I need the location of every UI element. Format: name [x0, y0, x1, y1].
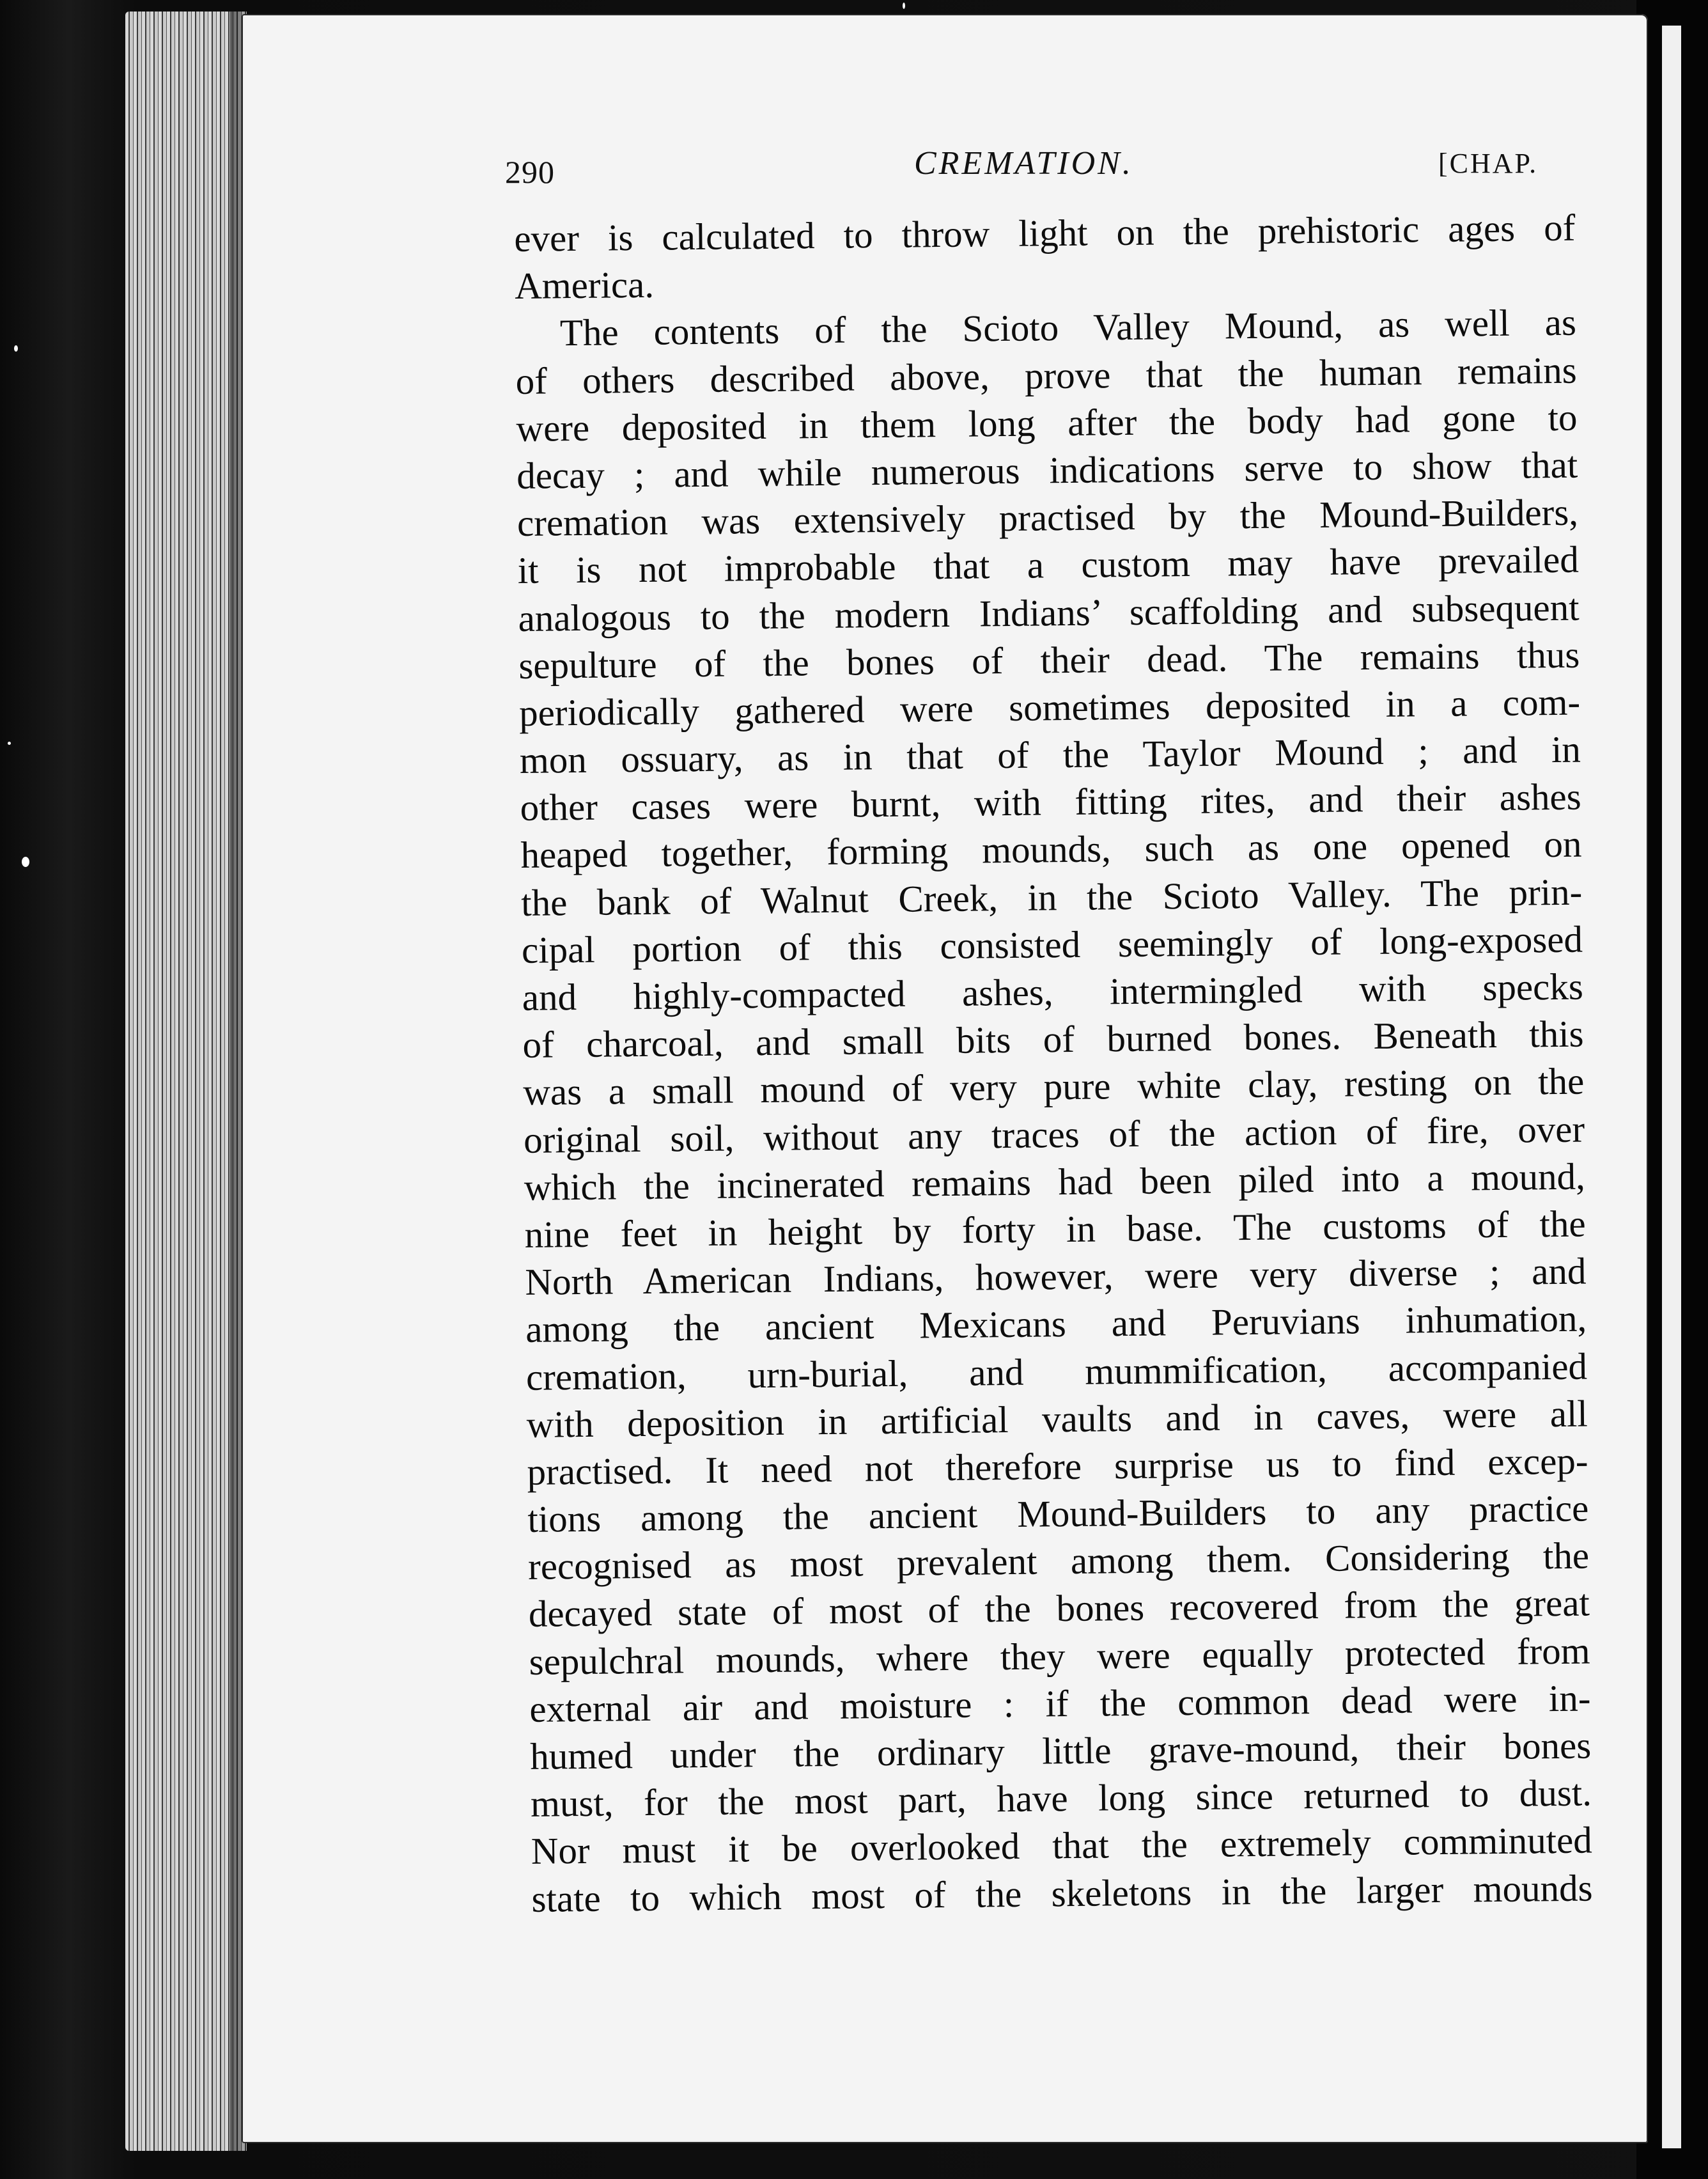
- running-head: [505, 144, 1541, 189]
- scan-speck: [903, 3, 905, 9]
- text-line: mon ossuary, as in that of the Taylor Mound ; and in: [519, 728, 1581, 782]
- text-line: recognised as most prevalent among them. Considering the: [527, 1534, 1590, 1588]
- text-line: sepulchral mounds, where they were equally protected from: [529, 1629, 1590, 1683]
- text-line: decay ; and while numerous indications serve to show that: [516, 443, 1578, 497]
- chapter-title: CREMATION.: [914, 145, 1133, 182]
- text-line: which the incinerated remains had been piled into a mound,: [524, 1155, 1586, 1208]
- text-line: North American Indians, however, were very diverse ; and: [525, 1249, 1587, 1304]
- text-line: of charcoal, and small bits of burned bones. Beneath this: [522, 1012, 1584, 1066]
- text-line: America.: [514, 263, 655, 308]
- text-line: and highly-compacted ashes, intermingled with specks: [522, 965, 1584, 1019]
- scan-speck: [22, 857, 29, 867]
- text-line: ever is calculated to throw light on the prehistoric ages of: [514, 206, 1576, 260]
- text-line: with deposition in artificial vaults and in caves, were all: [526, 1392, 1588, 1446]
- text-line: original soil, without any traces of the action of fire, over: [523, 1107, 1585, 1161]
- book-page-edges: [125, 12, 247, 2151]
- page-number: 290: [505, 154, 555, 190]
- text-line: other cases were burnt, with fitting rites, and their ashes: [520, 775, 1581, 829]
- text-line: external air and moisture : if the common dead were in-: [529, 1676, 1591, 1730]
- text-line: the bank of Walnut Creek, in the Scioto Valley. The prin-: [520, 870, 1583, 924]
- next-page-edge: [1662, 26, 1681, 2148]
- text-line: cremation was extensively practised by the Mound-Builders,: [516, 490, 1579, 545]
- scan-speck: [14, 345, 18, 352]
- chapter-label: [CHAP.: [1438, 148, 1539, 179]
- text-line: were deposited in them long after the body had gone to: [516, 396, 1578, 449]
- text-line: was a small mound of very pure white clay, resting on the: [523, 1059, 1585, 1114]
- text-line: periodically gathered were sometimes deposited in a com-: [518, 680, 1581, 734]
- text-line: among the ancient Mexicans and Peruvians inhumation,: [525, 1297, 1587, 1351]
- text-line: analogous to the modern Indians’ scaffolding and subsequent: [518, 586, 1580, 639]
- text-line: practised. It need not therefore surprise us to find excep-: [527, 1439, 1588, 1493]
- text-line: of others described above, prove that the human remains: [515, 348, 1577, 402]
- text-line: tions among the ancient Mound-Builders to any practice: [527, 1487, 1589, 1540]
- text-line: cremation, urn-burial, and mummification, accompanied: [525, 1345, 1588, 1398]
- text-line: decayed state of most of the bones recovered from the great: [528, 1581, 1590, 1636]
- text-line: cipal portion of this consisted seemingly of long-exposed: [521, 918, 1583, 971]
- body-text: [514, 204, 1593, 1923]
- text-line: nine feet in height by forty in base. The customs of the: [524, 1202, 1586, 1256]
- text-line: heaped together, forming mounds, such as one opened on: [520, 823, 1582, 877]
- text-line: humed under the ordinary little grave-mound, their bones: [529, 1724, 1592, 1777]
- text-line: sepulture of the bones of their dead. The remains thus: [518, 633, 1580, 687]
- text-line: must, for the most part, have long since returned to dust.: [530, 1771, 1592, 1825]
- text-line: The contents of the Scioto Valley Mound, as well as: [559, 301, 1577, 354]
- text-line: state to which most of the skeletons in the larger mounds: [531, 1866, 1593, 1920]
- text-line: it is not improbable that a custom may have prevailed: [517, 538, 1580, 592]
- scan-speck: [8, 742, 11, 745]
- text-line: Nor must it be overlooked that the extremely comminuted: [531, 1818, 1593, 1873]
